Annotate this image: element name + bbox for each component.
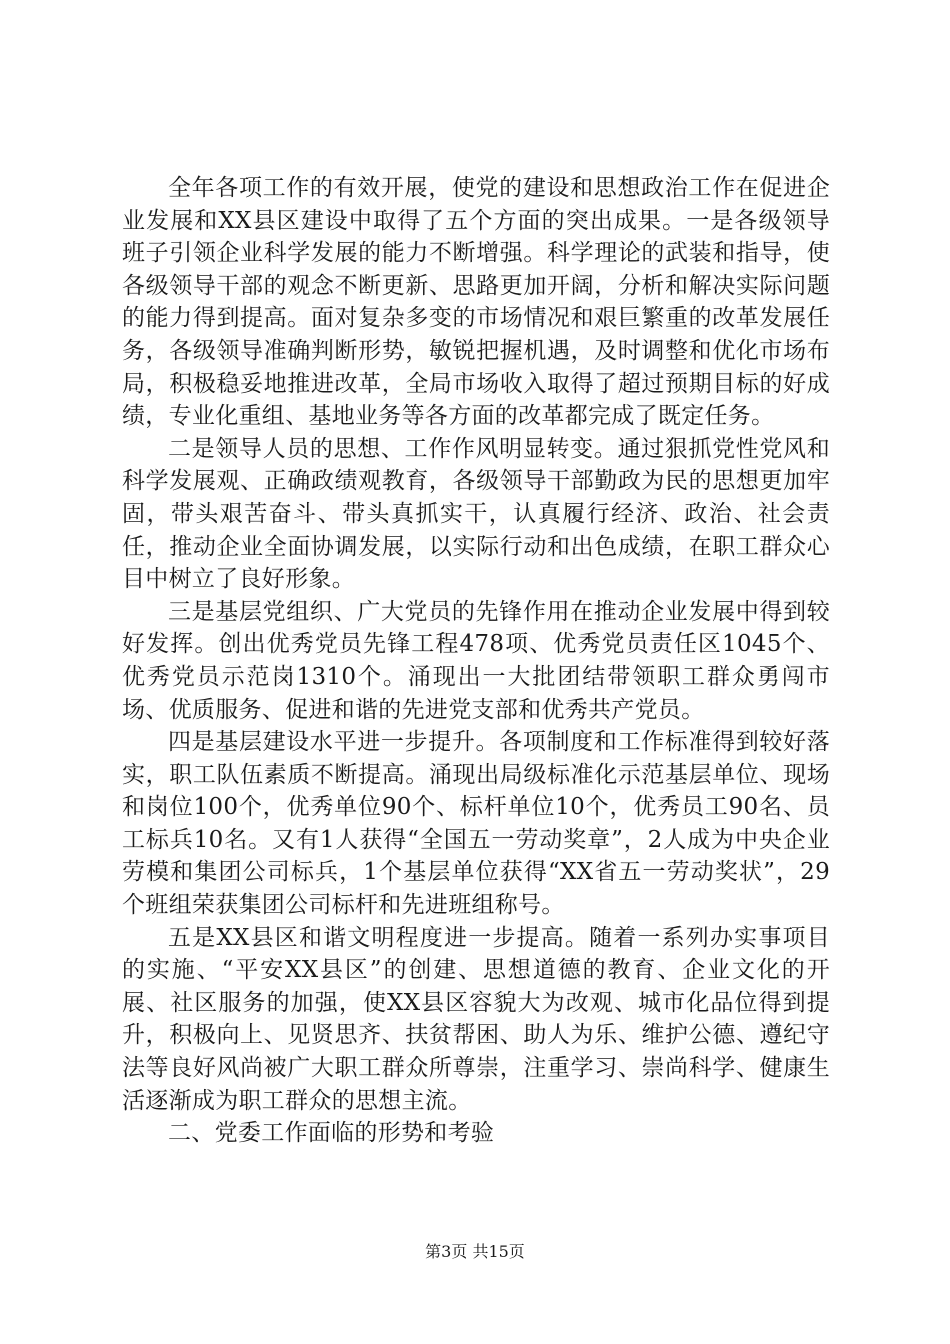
paragraph-grassroots-construction: 四是基层建设水平进一步提升。各项制度和工作标准得到较好落实，职工队伍素质不断提高。涌现出局级标准化示范基层单位、现场和岗位100个，优秀单位90个、标杆单位10个，优秀员工90名、员工标兵10名。又有1人获得“全国五一劳动奖章”，2人成为中央企业劳模和集团公司标兵，1个基层单位获得“XX省五一劳动奖状”，29个班组荣获集团公司标杆和先进班组称号。 — [122, 729, 830, 919]
section-heading: 二、党委工作面临的形势和考验 — [168, 1120, 495, 1147]
paragraph-achievements-overview: 全年各项工作的有效开展，使党的建设和思想政治工作在促进企业发展和XX县区建设中取得了五个方面的突出成果。一是各级领导班子引领企业科学发展的能力不断增强。科学理论的武装和指导，使各级领导干部的观念不断更新、思路更加开阔，分析和解决实际问题的能力得到提高。面对复杂多变的市场情况和艰巨繁重的改革发展任务，各级领导准确判断形势，敏锐把握机遇，及时调整和优化市场布局，积极稳妥地推进改革，全局市场收入取得了超过预期目标的好成绩，专业化重组、基地业务等各方面的改革都完成了既定任务。 — [122, 175, 830, 430]
document-body — [122, 172, 830, 1150]
paragraph-leadership-style: 二是领导人员的思想、工作作风明显转变。通过狠抓党性党风和科学发展观、正确政绩观教育，各级领导干部勤政为民的思想更加牢固，带头艰苦奋斗、带头真抓实干，认真履行经济、政治、社会责任，推动企业全面协调发展，以实际行动和出色成绩，在职工群众心目中树立了良好形象。 — [122, 435, 830, 593]
paragraph-party-vanguard: 三是基层党组织、广大党员的先锋作用在推动企业发展中得到较好发挥。创出优秀党员先锋工程478项、优秀党员责任区1045个、优秀党员示范岗1310个。涌现出一大批团结带领职工群众勇闯市场、优质服务、促进和谐的先进党支部和优秀共产党员。 — [122, 598, 830, 723]
paragraph-civilization-harmony: 五是XX县区和谐文明程度进一步提高。随着一系列办实事项目的实施、“平安XX县区”的创建、思想道德的教育、企业文化的开展、社区服务的加强，使XX县区容貌大为改观、城市化品位得到提升，积极向上、见贤思齐、扶贫帮困、助人为乐、维护公德、遵纪守法等良好风尚被广大职工群众所尊崇，注重学习、崇尚科学、健康生活逐渐成为职工群众的思想主流。 — [122, 924, 830, 1114]
page-footer: 第3页 共15页 — [425, 1242, 525, 1261]
